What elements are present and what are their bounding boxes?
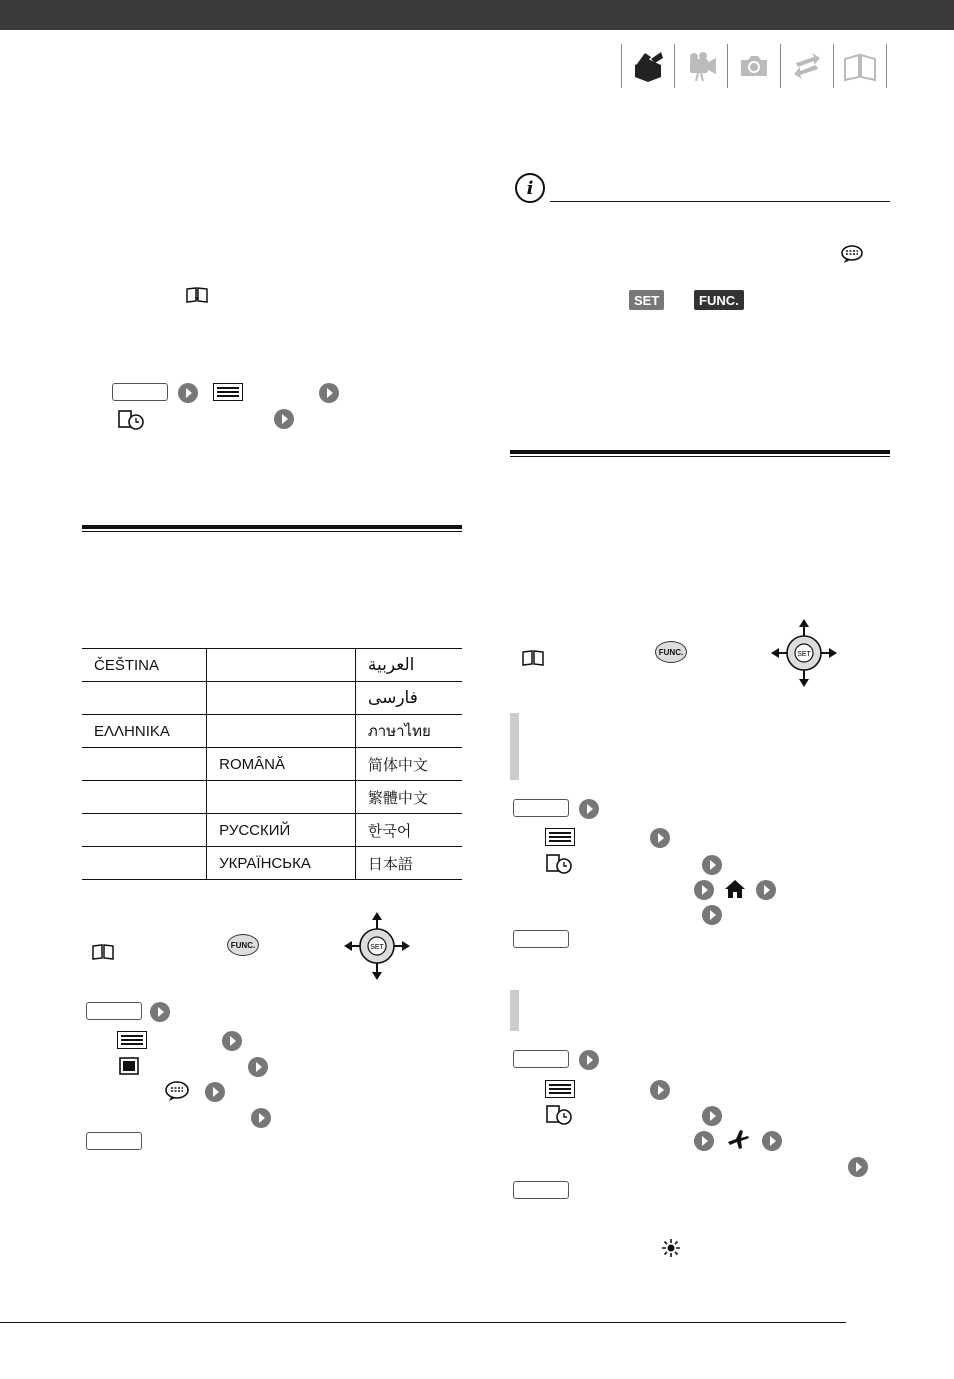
menu-icon	[213, 383, 243, 401]
table-row	[82, 814, 462, 847]
func-button-box[interactable]	[513, 930, 569, 948]
next-arrow-icon	[274, 409, 294, 429]
next-arrow-icon	[319, 383, 339, 403]
func-button-box[interactable]	[86, 1002, 142, 1020]
home-icon	[724, 878, 746, 900]
menu-icon	[117, 1031, 147, 1049]
next-arrow-icon	[694, 880, 714, 900]
language-icon	[163, 1080, 191, 1102]
table-cell: 繁體中文	[355, 781, 462, 814]
next-arrow-icon	[205, 1082, 225, 1102]
table-cell: فارسی	[355, 682, 462, 715]
set-label: SET	[797, 651, 811, 658]
footer-rule	[0, 1322, 846, 1323]
next-arrow-icon	[579, 799, 599, 819]
next-arrow-icon	[251, 1108, 271, 1128]
table-cell	[82, 847, 207, 880]
next-arrow-icon	[150, 1002, 170, 1022]
table-cell: УКРАЇНСЬКА	[207, 847, 356, 880]
video-camera-icon	[684, 49, 718, 83]
next-arrow-icon	[694, 1131, 714, 1151]
tab-transfer[interactable]	[780, 44, 833, 88]
transfer-icon	[790, 49, 824, 83]
setup-clock-icon	[117, 409, 145, 431]
table-cell	[82, 814, 207, 847]
camera-icon	[737, 49, 771, 83]
next-arrow-icon	[650, 1080, 670, 1100]
book-icon	[92, 944, 114, 960]
menu-icon	[545, 1080, 575, 1098]
table-cell	[207, 715, 356, 748]
table-cell: العربية	[355, 649, 462, 682]
table-cell	[207, 649, 356, 682]
next-arrow-icon	[248, 1057, 268, 1077]
joystick-icon	[769, 617, 839, 689]
next-arrow-icon	[650, 828, 670, 848]
table-cell	[207, 781, 356, 814]
func-button-icon: FUNC.	[655, 641, 687, 663]
table-row	[82, 748, 462, 781]
table-cell: 日本語	[355, 847, 462, 880]
table-row	[82, 847, 462, 880]
tab-preparation[interactable]	[621, 44, 674, 88]
func-button-box[interactable]	[513, 1050, 569, 1068]
func-button-box[interactable]	[86, 1132, 142, 1150]
book-icon	[842, 49, 878, 83]
section-rule	[82, 525, 462, 532]
language-icon	[840, 244, 864, 264]
set-label: SET	[370, 944, 384, 951]
next-arrow-icon	[756, 880, 776, 900]
table-cell: ภาษาไทย	[355, 715, 462, 748]
setup-clock-icon	[545, 1104, 573, 1126]
section-marker	[510, 990, 519, 1031]
info-rule	[550, 201, 890, 202]
daylight-saving-icon	[661, 1238, 681, 1258]
next-arrow-icon	[702, 855, 722, 875]
next-arrow-icon	[762, 1131, 782, 1151]
info-icon: i	[515, 173, 545, 203]
table-cell	[82, 781, 207, 814]
tab-photo[interactable]	[727, 44, 780, 88]
language-table	[82, 648, 462, 880]
set-badge: SET	[629, 290, 664, 310]
book-icon	[186, 287, 208, 303]
chapter-tabs	[621, 44, 887, 88]
next-arrow-icon	[702, 905, 722, 925]
next-arrow-icon	[702, 1106, 722, 1126]
tab-reference[interactable]	[833, 44, 887, 88]
table-cell: ΕΛΛΗΝΙΚΑ	[82, 715, 207, 748]
tab-video[interactable]	[674, 44, 727, 88]
joystick-icon	[342, 910, 412, 982]
table-row	[82, 781, 462, 814]
section-rule	[510, 450, 890, 457]
top-bar	[0, 0, 954, 30]
table-cell: РУССКИЙ	[207, 814, 356, 847]
table-cell	[82, 682, 207, 715]
func-button-box[interactable]	[513, 1181, 569, 1199]
preparation-icon	[631, 49, 665, 83]
table-cell: ČEŠTINA	[82, 649, 207, 682]
table-cell	[82, 748, 207, 781]
display-setup-icon	[117, 1055, 143, 1077]
next-arrow-icon	[579, 1050, 599, 1070]
setup-clock-icon	[545, 853, 573, 875]
airplane-icon	[726, 1128, 750, 1150]
table-row	[82, 682, 462, 715]
func-button-box[interactable]	[513, 799, 569, 817]
func-badge: FUNC.	[694, 290, 744, 310]
next-arrow-icon	[848, 1157, 868, 1177]
table-row	[82, 715, 462, 748]
table-cell: ROMÂNĂ	[207, 748, 356, 781]
table-cell	[207, 682, 356, 715]
func-button-icon: FUNC.	[227, 934, 259, 956]
section-marker	[510, 713, 519, 780]
table-row	[82, 649, 462, 682]
book-icon	[522, 650, 544, 666]
table-cell: 한국어	[355, 814, 462, 847]
next-arrow-icon	[222, 1031, 242, 1051]
menu-icon	[545, 828, 575, 846]
func-button-box[interactable]	[112, 383, 168, 401]
table-cell: 简体中文	[355, 748, 462, 781]
next-arrow-icon	[178, 383, 198, 403]
